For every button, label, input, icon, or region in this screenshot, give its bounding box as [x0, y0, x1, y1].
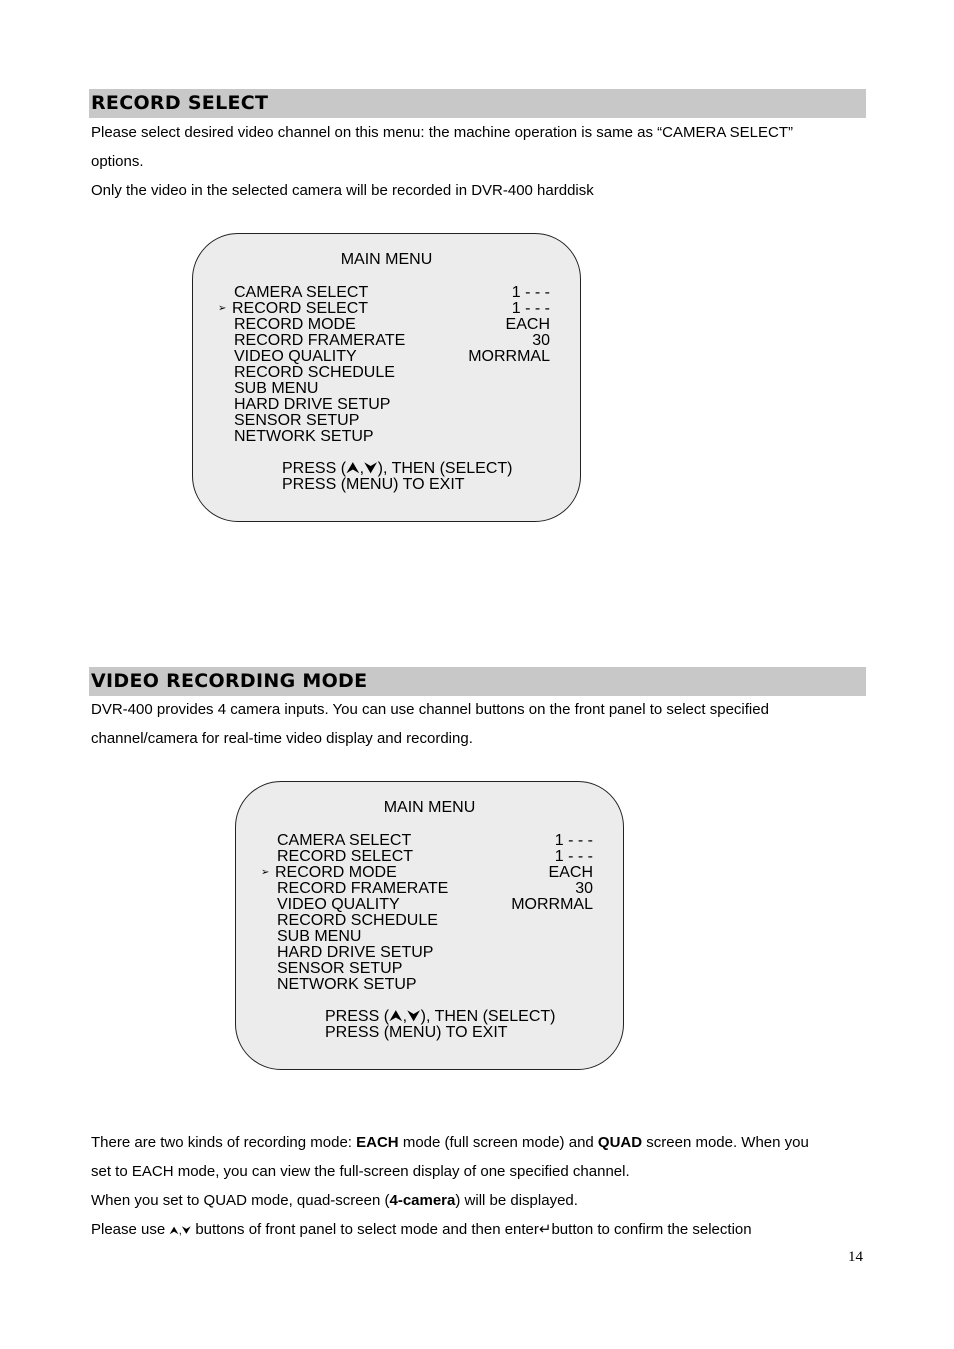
- selection-pointer-icon: ➢: [261, 867, 270, 878]
- menu-item-value: EACH: [505, 316, 550, 333]
- menu-title: MAIN MENU: [340, 251, 433, 268]
- menu-item-label: RECORD FRAMERATE: [234, 332, 406, 349]
- menu-instruction: PRESS (⮝,⮟), THEN (SELECT): [282, 460, 513, 477]
- paragraph: channel/camera for real-time video display and recording.: [91, 730, 473, 747]
- menu-item-label: CAMERA SELECT: [277, 832, 412, 849]
- paragraph: When you set to QUAD mode, quad-screen (4-camera) will be displayed.: [91, 1192, 578, 1209]
- menu-instruction: PRESS (MENU) TO EXIT: [282, 476, 465, 493]
- menu-item-value: EACH: [548, 864, 593, 881]
- menu-item-value: 30: [532, 332, 550, 349]
- section-heading-record-select: [89, 89, 866, 118]
- menu-item-label: SENSOR SETUP: [234, 412, 360, 429]
- menu-item-label: VIDEO QUALITY: [234, 348, 357, 365]
- main-menu-screen: [192, 233, 581, 522]
- quad-mode-term: QUAD: [597, 1134, 643, 1151]
- menu-item-value: 1 - - -: [511, 300, 550, 317]
- menu-item-label: NETWORK SETUP: [277, 976, 417, 993]
- menu-item-label: RECORD MODE: [275, 864, 397, 881]
- menu-item-value: MORRMAL: [511, 896, 593, 913]
- menu-instruction: PRESS (⮝,⮟), THEN (SELECT): [325, 1008, 556, 1025]
- paragraph: options.: [91, 153, 144, 170]
- paragraph: Only the video in the selected camera will be recorded in DVR-400 harddisk: [91, 182, 594, 199]
- menu-item-label: CAMERA SELECT: [234, 284, 369, 301]
- up-down-arrow-icon: ⮝,⮟: [169, 1225, 192, 1237]
- menu-item-label: HARD DRIVE SETUP: [234, 396, 391, 413]
- menu-item-label: RECORD SCHEDULE: [234, 364, 395, 381]
- menu-item-label: SUB MENU: [234, 380, 319, 397]
- heading-text: VIDEO RECORDING MODE: [91, 670, 368, 692]
- menu-item-value: 1 - - -: [554, 832, 593, 849]
- menu-item-label: HARD DRIVE SETUP: [277, 944, 434, 961]
- paragraph: Please select desired video channel on this menu: the machine operation is same as “CAMERA SELECT”: [91, 124, 794, 141]
- menu-item-label: RECORD MODE: [234, 316, 356, 333]
- menu-item-label: RECORD FRAMERATE: [277, 880, 449, 897]
- each-mode-term: EACH: [356, 1134, 399, 1151]
- menu-item-value: 30: [575, 880, 593, 897]
- main-menu-screen: [235, 781, 624, 1070]
- menu-item-label: RECORD SCHEDULE: [277, 912, 438, 929]
- menu-item-label: VIDEO QUALITY: [277, 896, 400, 913]
- section-heading-video-recording-mode: [89, 667, 866, 696]
- paragraph: Please use ⮝,⮟ buttons of front panel to select mode and then enter↵button to confirm the selection: [91, 1221, 752, 1238]
- menu-item-label: RECORD SELECT: [277, 848, 414, 865]
- page-number: 14: [848, 1249, 863, 1265]
- menu-item-label: SUB MENU: [277, 928, 362, 945]
- paragraph: There are two kinds of recording mode: EACH mode (full screen mode) and QUAD screen mode. When you: [91, 1134, 809, 1151]
- menu-item-label: SENSOR SETUP: [277, 960, 403, 977]
- enter-icon: ↵: [538, 1221, 552, 1238]
- menu-item-label: RECORD SELECT: [232, 300, 369, 317]
- menu-item-value: 1 - - -: [554, 848, 593, 865]
- menu-item-value: 1 - - -: [511, 284, 550, 301]
- heading-text: RECORD SELECT: [91, 92, 269, 114]
- paragraph: set to EACH mode, you can view the full-screen display of one specified channel.: [91, 1163, 630, 1180]
- selection-pointer-icon: ➢: [218, 303, 227, 314]
- menu-item-value: MORRMAL: [468, 348, 550, 365]
- menu-instruction: PRESS (MENU) TO EXIT: [325, 1024, 508, 1041]
- four-camera-term: 4-camera: [389, 1192, 456, 1209]
- paragraph: DVR-400 provides 4 camera inputs. You can use channel buttons on the front panel to select specified: [91, 701, 769, 718]
- menu-item-label: NETWORK SETUP: [234, 428, 374, 445]
- menu-title: MAIN MENU: [383, 799, 476, 816]
